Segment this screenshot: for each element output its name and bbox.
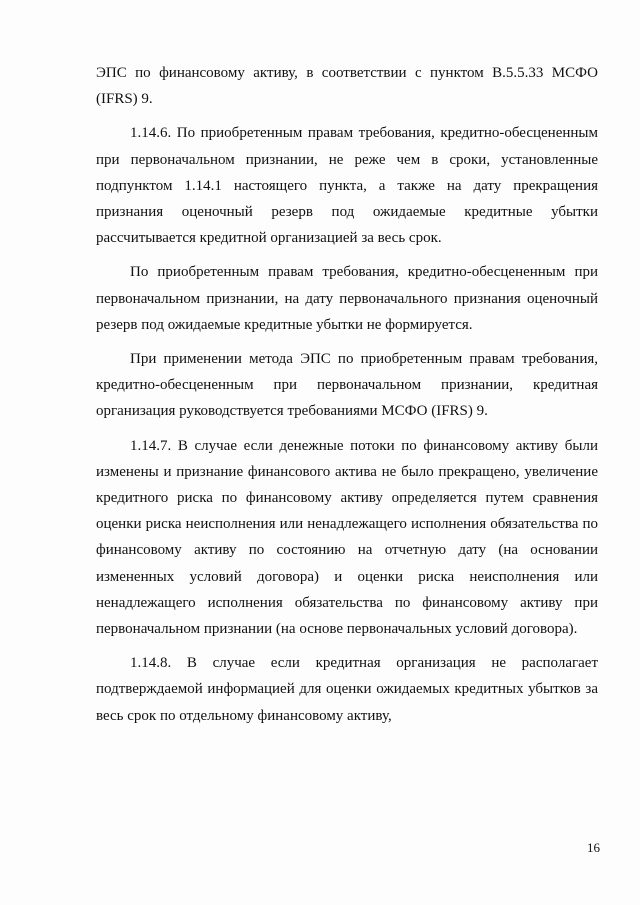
paragraph-1-14-6: 1.14.6. По приобретенным правам требования, кредитно-обесцененным при первоначальном признании, не реже чем в сроки, установленные подпунктом 1.14.1 настоящего пункта, а также на дату прекращения признания оценочный резерв под ожидаемые кредитные убытки рассчитывается кредитной организацией за весь срок. bbox=[96, 125, 598, 247]
document-body bbox=[96, 60, 598, 737]
paragraph-1-14-8: 1.14.8. В случае если кредитная организация не располагает подтверждаемой информацией для оценки ожидаемых кредитных убытков за весь срок по отдельному финансовому активу, bbox=[96, 655, 598, 724]
page-number: 16 bbox=[587, 840, 600, 855]
paragraph-continuation: ЭПС по финансовому активу, в соответствии с пунктом B.5.5.33 МСФО (IFRS) 9. bbox=[96, 65, 598, 108]
paragraph-1-14-7: 1.14.7. В случае если денежные потоки по финансовому активу были изменены и признание финансового актива не было прекращено, увеличение кредитного риска по финансовому активу определяется путем сравнения оценки риска неисполнения или ненадлежащего исполнения обязательства по финансовому активу по состоянию на отчетную дату (на основании измененных условий договора) и оценки риска неисполнения или ненадлежащего исполнения обязательства по финансовому активу при первоначальном признании (на основе первоначальных условий договора). bbox=[96, 437, 598, 638]
paragraph-eps-method: При применении метода ЭПС по приобретенным правам требования, кредитно-обесцененным при первоначальном признании, кредитная организация руководствуется требованиями МСФО (IFRS) 9. bbox=[96, 351, 598, 420]
paragraph-initial-recognition: По приобретенным правам требования, кредитно-обесцененным при первоначальном признании, на дату первоначального признания оценочный резерв под ожидаемые кредитные убытки не формируется. bbox=[96, 264, 598, 333]
